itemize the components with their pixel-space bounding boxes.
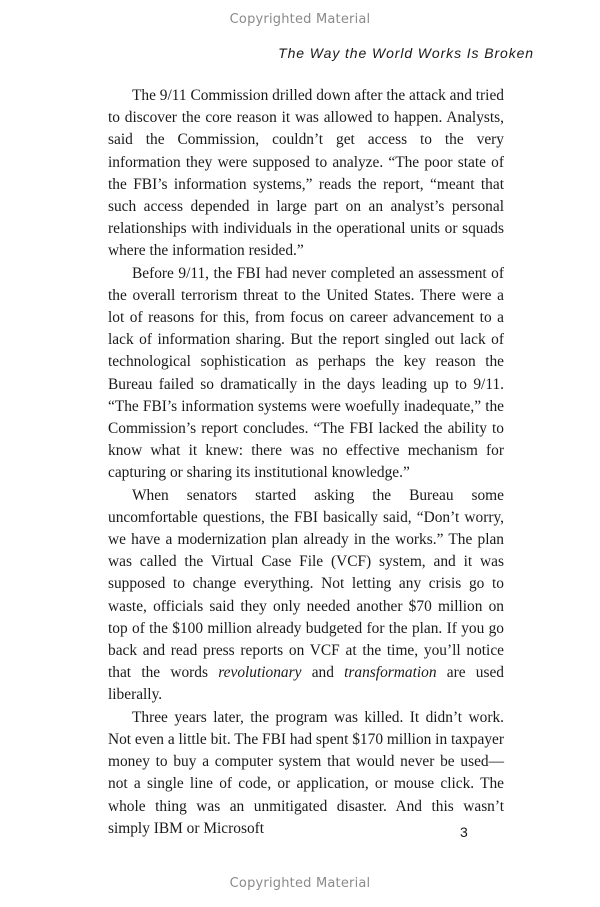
italic-term-transformation: transformation: [344, 664, 437, 682]
copyright-watermark-top: Copyrighted Material: [229, 12, 371, 27]
paragraph-3: [108, 485, 504, 707]
running-head: The Way the World Works Is Broken: [278, 45, 534, 61]
paragraph-1: The 9/11 Commission drilled down after the attack and tried to discover the core reason it was allowed to happen. Analysts, said the Commission, couldn’t get access to the very information they were supposed to analyze. “The poor state of the FBI’s information systems,” reads the report, “meant that such access depended in large part on an analyst’s personal relationships with individuals in the operational units or squads where the information resided.”: [108, 87, 504, 260]
paragraph-2: Before 9/11, the FBI had never completed an assessment of the overall terrorism threat to the United States. There were a lot of reasons for this, from focus on career advancement to a lack of information sharing. But the report singled out lack of technological sophistication as perhaps the key reason the Bureau failed so dramatically in the days leading up to 9/11. “The FBI’s information systems were woefully inadequate,” the Commission’s report concludes. “The FBI lacked the ability to know what it knew: there was no effective mechanism for capturing or sharing its institutional knowledge.”: [108, 264, 504, 482]
page-number: 3: [460, 824, 468, 840]
paragraph-3-text-after: are used liberally.: [108, 664, 504, 704]
paragraph-3-text-before: When senators started asking the Bureau some uncomfortable questions, the FBI basically said, “Don’t worry, we have a modernization plan already in the works.” The plan was called the Virtual Case File (VCF) system, and it was supposed to change everything. Not letting any crisis go to waste, officials said they only needed another $70 million on top of the $100 million already budgeted for the plan. If you go back and read press reports on VCF at the time, you’ll notice that the words: [108, 486, 504, 682]
copyright-watermark-bottom: Copyrighted Material: [229, 876, 371, 891]
italic-term-revolutionary: revolutionary: [218, 664, 302, 682]
paragraph-4: Three years later, the program was killed. It didn’t work. Not even a little bit. The FBI had spent $170 million in taxpayer money to buy a computer system that would never be used—not a single line of code, or application, or mouse click. The whole thing was an unmitigated disaster. And this wasn’t simply IBM or Microsoft: [108, 708, 504, 837]
paragraph-3-text-middle: and: [301, 664, 345, 682]
page-body: [108, 85, 504, 840]
